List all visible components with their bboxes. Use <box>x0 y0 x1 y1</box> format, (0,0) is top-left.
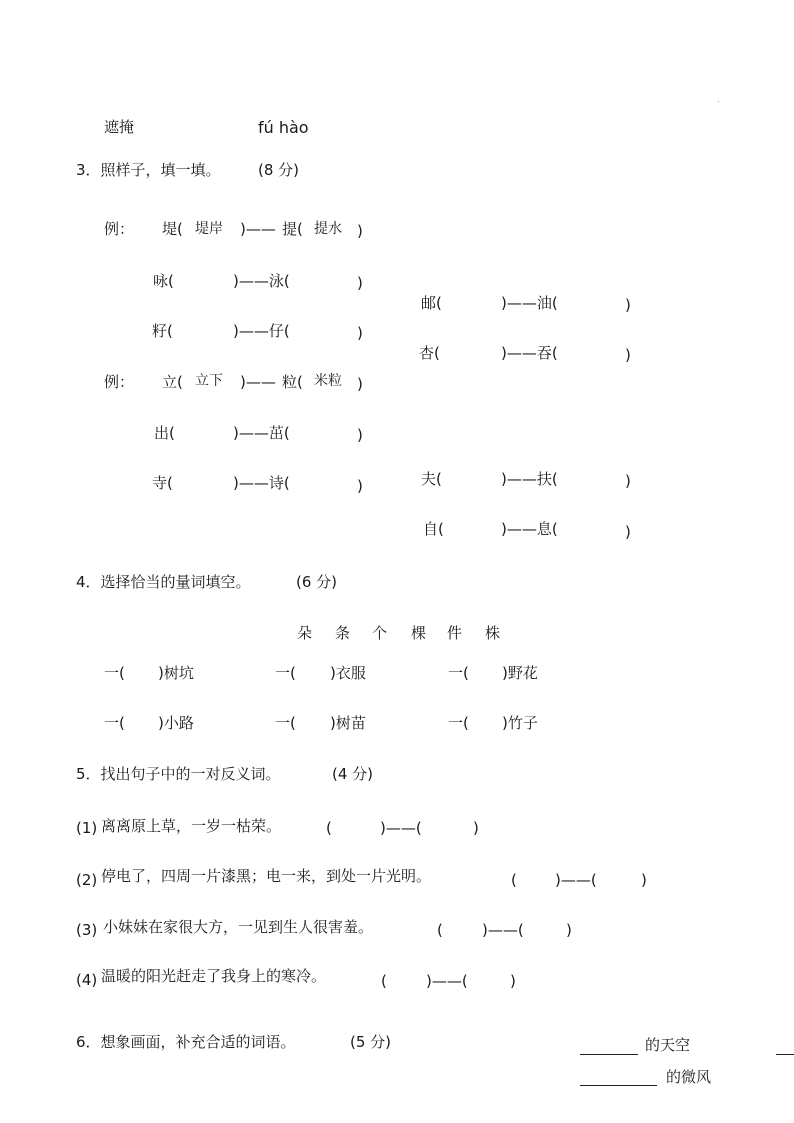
q5-item-1-mid: )——( <box>380 819 422 837</box>
q5-item-1-open: ( <box>326 819 332 837</box>
q3-example-2-answer-b: 米粒 <box>314 373 342 389</box>
q3-example-2-label: 例： <box>104 373 135 391</box>
q5-item-1-close: ) <box>473 819 479 837</box>
q3-row-6-end: ) <box>625 346 631 364</box>
q3-row-7-mid: )——扶( <box>501 470 558 488</box>
q5-score: (4 分) <box>332 765 374 783</box>
q3-row-8-char: 自( <box>423 520 444 538</box>
q3-example-1-label: 例： <box>104 220 135 238</box>
q5-title: 5．找出句子中的一对反义词。 <box>76 765 281 783</box>
q5-item-3-open: ( <box>437 921 443 939</box>
q4-item-3-post: )野花 <box>502 664 538 682</box>
q5-item-4-num: (4) <box>76 971 98 989</box>
q3-example-1-answer-a: 堤岸 <box>195 221 223 237</box>
q3-row-8-mid: )——息( <box>501 520 558 538</box>
q6-blank-1[interactable] <box>580 1054 638 1055</box>
q5-item-3-mid: )——( <box>482 921 524 939</box>
q3-row-6-mid: )——吞( <box>501 344 558 362</box>
q3-example-1-char: 堤( <box>162 220 183 238</box>
q4-item-5-post: )树苗 <box>330 714 366 732</box>
q4-item-1-post: )树坑 <box>158 664 194 682</box>
q4-item-2-pre: 一( <box>275 664 296 682</box>
q4-item-6-pre: 一( <box>448 714 469 732</box>
q5-item-2-mid: )——( <box>555 871 597 889</box>
q5-item-4-mid: )——( <box>426 972 468 990</box>
q5-item-3-close: ) <box>566 921 572 939</box>
q3-row-2-char: 籽( <box>152 322 173 340</box>
q3-row-2-end: ) <box>357 324 363 342</box>
q5-item-2-num: (2) <box>76 871 98 889</box>
q4-option-6: 株 <box>485 624 501 642</box>
q6-blank-2[interactable] <box>580 1085 657 1086</box>
q4-option-3: 个 <box>372 624 388 642</box>
q5-item-2-text: 停电了，四周一片漆黑；电一来，到处一片光明。 <box>101 867 432 885</box>
q6-blank-cut[interactable] <box>776 1054 794 1055</box>
q3-row-8-end: ) <box>625 523 631 541</box>
q3-example-2-close: ) <box>357 375 363 393</box>
q5-item-2-open: ( <box>511 871 517 889</box>
q3-score: (8 分) <box>258 161 300 179</box>
q3-row-6-char: 杏( <box>419 344 440 362</box>
q4-item-6-post: )竹子 <box>502 714 538 732</box>
q4-item-1-pre: 一( <box>104 664 125 682</box>
q6-phrase-2: 的微风 <box>666 1068 712 1086</box>
q3-row-7-end: ) <box>625 472 631 490</box>
q3-row-5-end: ) <box>625 296 631 314</box>
q4-item-3-pre: 一( <box>448 664 469 682</box>
q3-row-4-end: ) <box>357 477 363 495</box>
top-word: 遮掩 <box>104 118 135 136</box>
q3-row-3-char: 出( <box>154 424 175 442</box>
q4-option-5: 件 <box>447 624 463 642</box>
q3-row-5-mid: )——油( <box>501 294 558 312</box>
q3-example-1-char-b: 提( <box>282 220 303 238</box>
q3-row-5-char: 邮( <box>421 294 442 312</box>
q5-item-2-close: ) <box>641 871 647 889</box>
q3-row-4-mid: )——诗( <box>233 474 290 492</box>
q6-score: (5 分) <box>350 1033 392 1051</box>
q4-item-4-pre: 一( <box>104 714 125 732</box>
q4-option-4: 棵 <box>411 624 427 642</box>
q3-row-1-char: 咏( <box>153 272 174 290</box>
q3-example-2-char-b: 粒( <box>282 373 303 391</box>
q5-item-3-text: 小妹妹在家很大方，一见到生人很害羞。 <box>103 918 374 936</box>
q3-row-2-mid: )——仔( <box>233 322 290 340</box>
q6-phrase-1: 的天空 <box>645 1036 691 1054</box>
q3-title: 3．照样子，填一填。 <box>76 161 221 179</box>
q5-item-4-close: ) <box>510 972 516 990</box>
page-mark <box>718 101 719 102</box>
q4-option-1: 朵 <box>297 624 313 642</box>
q5-item-4-open: ( <box>381 972 387 990</box>
q3-example-1-dash: )—— <box>240 220 276 238</box>
q4-score: (6 分) <box>296 573 338 591</box>
q4-item-5-pre: 一( <box>275 714 296 732</box>
q4-option-2: 条 <box>335 624 351 642</box>
q3-row-3-mid: )——茁( <box>233 424 290 442</box>
q3-row-4-char: 寺( <box>152 474 173 492</box>
q3-example-2-dash: )—— <box>240 373 276 391</box>
q5-item-1-num: (1) <box>76 819 98 837</box>
q4-title: 4．选择恰当的量词填空。 <box>76 573 251 591</box>
q3-example-1-close: ) <box>357 222 363 240</box>
q4-item-4-post: )小路 <box>158 714 194 732</box>
top-pinyin: fú hào <box>258 118 309 137</box>
q3-example-2-char: 立( <box>162 373 183 391</box>
q6-title: 6．想象画面，补充合适的词语。 <box>76 1033 296 1051</box>
q3-row-3-end: ) <box>357 426 363 444</box>
q3-row-7-char: 夫( <box>421 470 442 488</box>
q5-item-3-num: (3) <box>76 921 98 939</box>
q3-row-1-mid: )——泳( <box>233 272 290 290</box>
q3-row-1-end: ) <box>357 274 363 292</box>
q4-item-2-post: )衣服 <box>330 664 366 682</box>
q3-example-1-answer-b: 提水 <box>314 221 342 237</box>
q5-item-4-text: 温暖的阳光赶走了我身上的寒冷。 <box>101 967 327 985</box>
q5-item-1-text: 离离原上草，一岁一枯荣。 <box>101 817 282 835</box>
q3-example-2-answer-a: 立下 <box>195 373 223 389</box>
